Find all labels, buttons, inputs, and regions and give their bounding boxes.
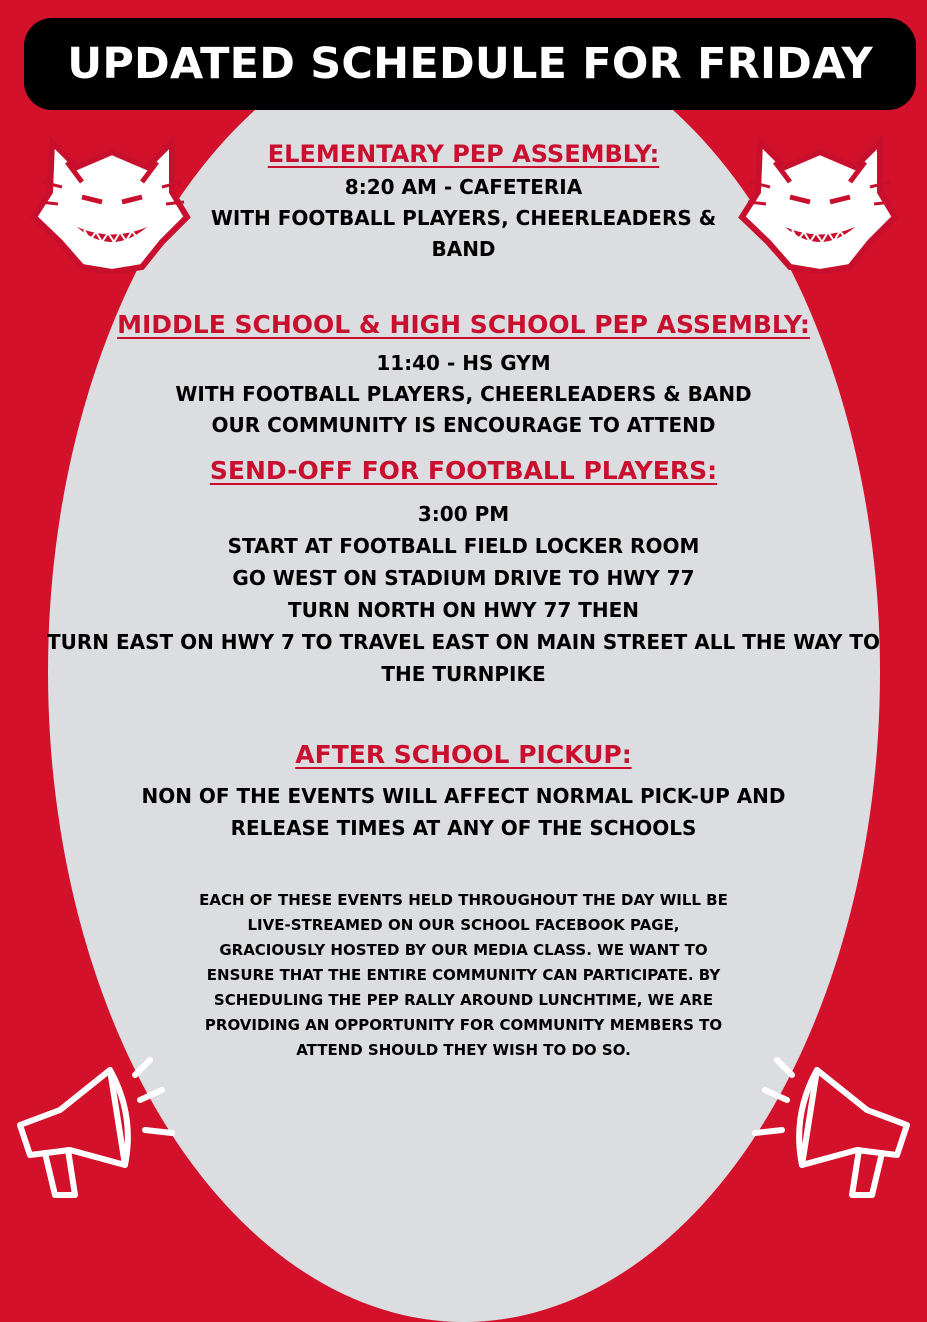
detail-line: TURN EAST ON HWY 7 TO TRAVEL EAST ON MAIN STREET ALL THE WAY TO: [46, 630, 881, 654]
section-middle-high-body: [0, 348, 927, 441]
section-middle-high: [0, 310, 927, 339]
detail-line: THE TURNPIKE: [381, 662, 546, 686]
page-title: UPDATED SCHEDULE FOR FRIDAY: [67, 39, 873, 89]
section-elementary: [0, 140, 927, 168]
section-heading: MIDDLE SCHOOL & HIGH SCHOOL PEP ASSEMBLY:: [117, 310, 810, 339]
detail-line: TURN NORTH ON HWY 77 THEN: [287, 598, 640, 622]
section-pickup-body: [0, 780, 927, 844]
section-sendoff-body: [0, 498, 927, 690]
detail-line: GO WEST ON STADIUM DRIVE TO HWY 77: [232, 566, 695, 590]
section-heading: SEND-OFF FOR FOOTBALL PLAYERS:: [209, 456, 718, 485]
note-line: SCHEDULING THE PEP RALLY AROUND LUNCHTIME, WE ARE: [213, 991, 714, 1009]
note-line: ATTEND SHOULD THEY WISH TO DO SO.: [296, 1041, 631, 1059]
detail-line: 8:20 AM - CAFETERIA: [344, 175, 583, 199]
section-sendoff: [0, 456, 927, 485]
detail-line: WITH FOOTBALL PLAYERS, CHEERLEADERS &: [210, 206, 717, 230]
section-heading: ELEMENTARY PEP ASSEMBLY:: [267, 140, 660, 168]
note-line: LIVE-STREAMED ON OUR SCHOOL FACEBOOK PAGE,: [247, 916, 680, 934]
detail-line: OUR COMMUNITY IS ENCOURAGE TO ATTEND: [211, 413, 716, 437]
note-line: EACH OF THESE EVENTS HELD THROUGHOUT THE DAY WILL BE: [199, 891, 728, 909]
detail-line: BAND: [431, 237, 496, 261]
section-heading: AFTER SCHOOL PICKUP:: [295, 740, 632, 769]
section-pickup: [0, 740, 927, 769]
detail-line: START AT FOOTBALL FIELD LOCKER ROOM: [227, 534, 700, 558]
section-note: [0, 888, 927, 1063]
detail-line: RELEASE TIMES AT ANY OF THE SCHOOLS: [230, 816, 697, 840]
detail-line: NON OF THE EVENTS WILL AFFECT NORMAL PICK-UP AND: [141, 784, 786, 808]
note-line: ENSURE THAT THE ENTIRE COMMUNITY CAN PARTICIPATE. BY: [206, 966, 721, 984]
detail-line: 11:40 - HS GYM: [376, 351, 551, 375]
detail-line: 3:00 PM: [417, 502, 510, 526]
note-line: PROVIDING AN OPPORTUNITY FOR COMMUNITY MEMBERS TO: [204, 1016, 723, 1034]
detail-line: WITH FOOTBALL PLAYERS, CHEERLEADERS & BAND: [175, 382, 752, 406]
section-elementary-body: [0, 172, 927, 265]
note-line: GRACIOUSLY HOSTED BY OUR MEDIA CLASS. WE WANT TO: [219, 941, 708, 959]
